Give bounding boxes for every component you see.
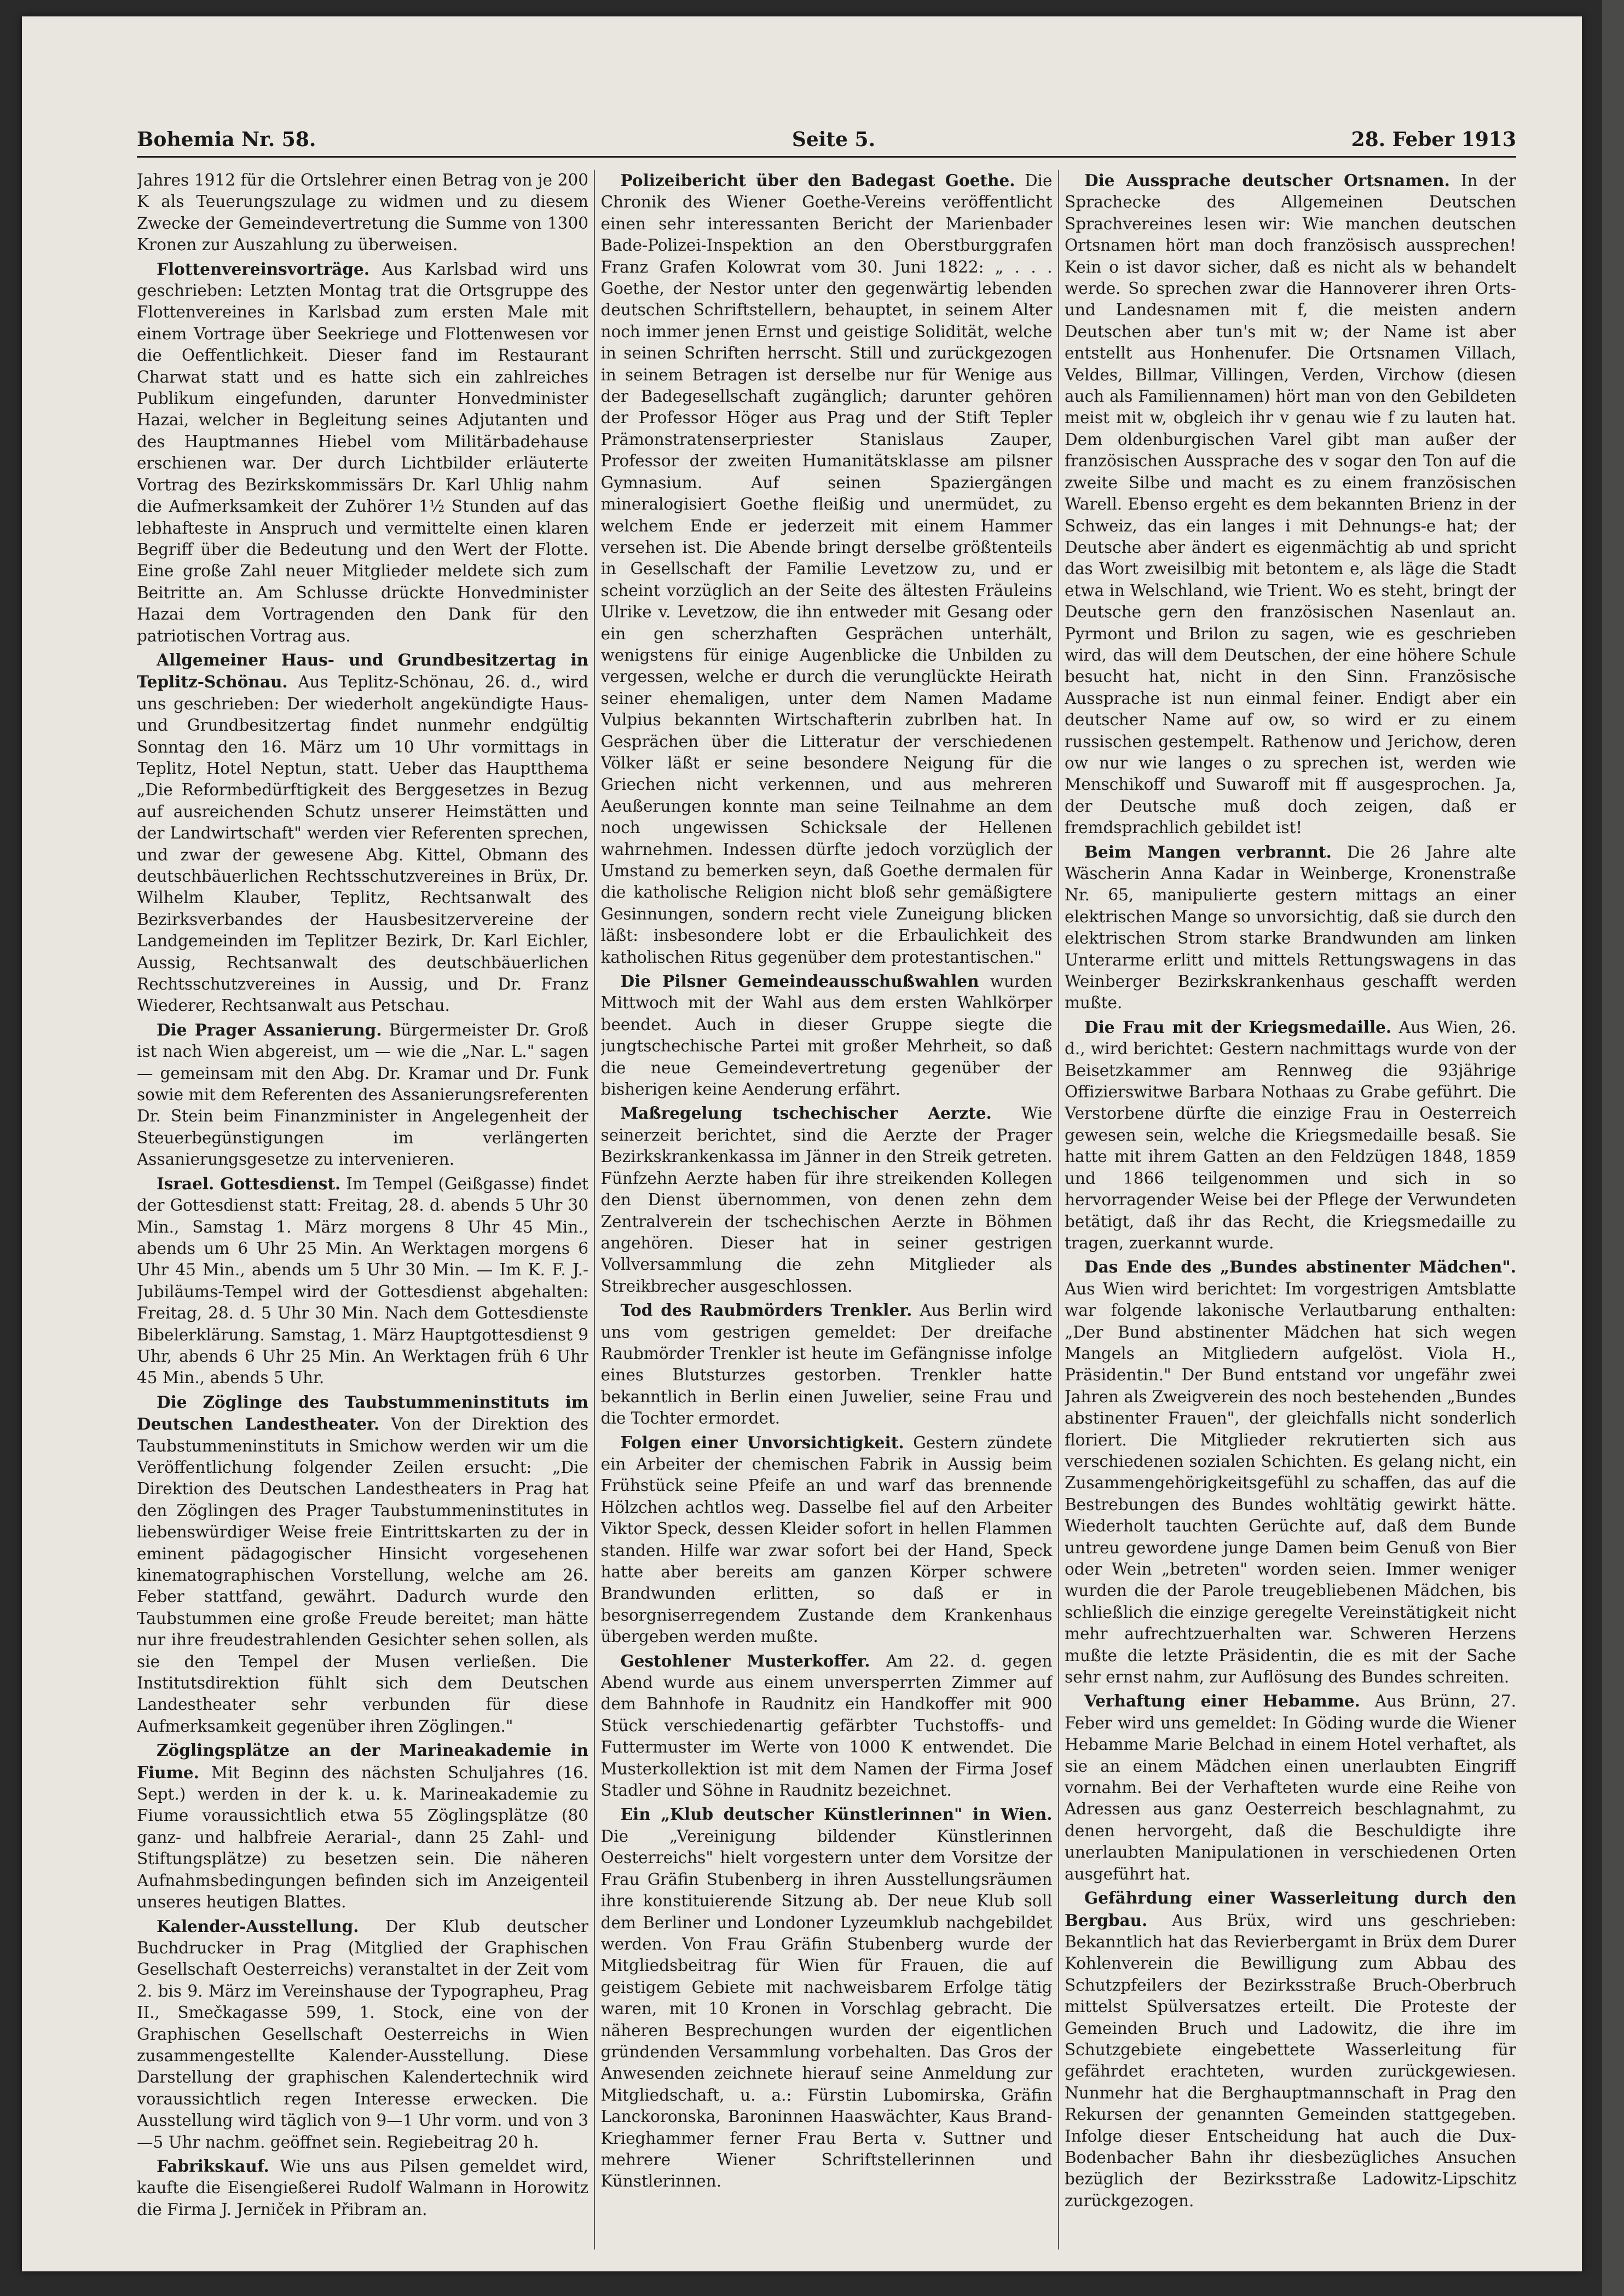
- article-body: Aus Karlsbad wird uns geschrieben: Letzten Montag trat die Ortsgruppe des Flottenvereines in Karlsbad zum ersten Male mit einem Vortrage über Seekriege und Flottenwesen vor die Oeffentlichkeit. Dieser fand im Restaurant Charwat statt und es hatte sich ein zahlreiches Publikum eingefunden, darunter Honvedminister Hazai, welcher in Begleitung seines Adjutanten und des Hauptmannes Hiebel vom Militärbadehause erschienen war. Der durch Lichtbilder erläuterte Vortrag des Bezirkskommissärs Dr. Karl Uhlig nahm die Aufmerksamkeit der Zuhörer 1½ Stunden auf das lebhafteste in Anspruch und vermittelte einen klaren Begriff über die Bedeutung und den Wert der Flotte. Eine große Zahl neuer Mitglieder meldete sich zum Beitritte an. Am Schlusse drückte Honvedminister Hazai dem Vortragenden den Dank für den patriotischen Vortrag aus.: [137, 259, 588, 645]
- article-body: Aus Brünn, 27. Feber wird uns gemeldet: In Göding wurde die Wiener Hebamme Marie Belchad in einem Hotel verhaftet, als sie an einem Mädchen einen unerlaubten Eingriff vornahm. Bei der Verhafteten wurde eine Reihe von Adressen aus ganz Oesterreich beschlagnahmt, zu denen hervorgeht, daß die Beschuldigte ihre unerlaubten Manipulationen in verschiedenen Orten ausgeführt hat.: [1065, 1692, 1516, 1883]
- article-paragraph: [601, 170, 1053, 968]
- article-paragraph: [137, 1019, 588, 1171]
- column-left: [137, 170, 588, 2249]
- article-body: Wie uns aus Pilsen gemeldet wird, kaufte die Eisengießerei Rudolf Walmann in Horowitz die Firma J. Jerniček in Přibram an.: [137, 2156, 588, 2219]
- article-body: Wie seinerzeit berichtet, sind die Aerzte der Prager Bezirkskrankenkassa im Jänner in den Streik getreten. Fünfzehn Aerzte haben für ihre streikenden Kollegen den Dienst übernommen, von denen zehn dem Zentralverein der tschechischen Aerzte in Böhmen angehören. Dieser hat in seiner gestrigen Vollversammlung die zehn Mitglieder als Streikbrecher ausgeschlossen.: [600, 1104, 1053, 1296]
- article-paragraph: [601, 1102, 1053, 1297]
- article-paragraph: [137, 1739, 588, 1913]
- article-paragraph: [137, 170, 588, 256]
- article-paragraph: [1065, 841, 1516, 1014]
- header-issue: Bohemia Nr. 58.: [137, 128, 316, 151]
- article-paragraph: [137, 1391, 588, 1738]
- column-divider: [594, 170, 595, 2249]
- article-heading: Die Frau mit der Kriegsmedaille.: [1084, 1017, 1392, 1037]
- article-paragraph: [601, 1299, 1053, 1429]
- article-heading: Die Pilsner Gemeindeausschußwahlen: [620, 971, 979, 991]
- article-heading: Das Ende des „Bundes abstinenter Mädchen".: [1084, 1257, 1516, 1277]
- article-paragraph: [601, 970, 1053, 1100]
- article-body: In der Sprachecke des Allgemeinen Deutschen Sprachvereines lesen wir: Wie manchen deutschen Ortsnamen hört man doch französisch aussprechen! Kein o ist davor sicher, daß es nicht als w behandelt werde. So sprechen zwar die Hannoverer ihren Orts- und Landesnamen mit f, die meisten andern Deutschen aber tun's mit w; der Name ist aber entstellt aus Honhenufer. Die Ortsnamen Villach, Veldes, Billmar, Villingen, Verden, Virchow (diesen auch als Familiennamen) hört man von den Gebildeten meist mit w, obgleich ihr v genau wie f zu lauten hat. Dem oldenburgischen Varel gibt man außer der französischen Aussprache des v sogar den Ton auf die zweite Silbe und macht es zu einem französischen Warell. Ebenso ergeht es dem bekannten Brienz in der Schweiz, das ein langes i mit Dehnungs-e hat; der Deutsche aber ändert es eigenmächtig ab und spricht das Wort zweisilbig mit betontem e, als läge die Stadt etwa in Welschland, wie Trient. Wo es steht, bringt der Deutsche gern den französischen Nasenlaut an. Pyrmont und Brilon zu sagen, wie es geschrieben wird, das will dem Deutschen, der eine höhere Schule besucht hat, nicht in den Sinn. Französische Aussprache ist nun einmal feiner. Endigt aber ein deutscher Name auf ow, so wird er zu einem russischen gestempelt. Rathenow und Jerichow, deren ow nur wie langes o zu sprechen ist, werden wie Menschikoff und Suwaroff mit ff ausgesprochen. Ja, der Deutsche muß doch zeigen, daß er fremdsprachlich gebildet ist!: [1065, 171, 1516, 837]
- article-heading: Polizeibericht über den Badegast Goethe.: [620, 171, 1015, 190]
- article-body: Gestern zündete ein Arbeiter der chemischen Fabrik in Aussig beim Frühstück seine Pfeife an und warf das brennende Hölzchen achtlos weg. Dasselbe fiel auf den Arbeiter Viktor Speck, dessen Kleider sofort in hellen Flammen standen. Hilfe war zwar sofort bei der Hand, Speck hatte aber bereits am ganzen Körper schwere Brandwunden erlitten, so daß er in besorgniserregendem Zustande dem Krankenhaus übergeben werden mußte.: [600, 1433, 1053, 1646]
- article-body: Aus Teplitz-Schönau, 26. d., wird uns geschrieben: Der wiederholt angekündigte Haus- und Grundbesitzertag findet nunmehr endgültig Sonntag den 16. März um 10 Uhr vormittags in Teplitz, Hotel Neptun, statt. Ueber das Hauptthema „Die Reformbedürftigkeit des Berggesetzes in Bezug auf ausreichenden Schutz unserer Heimstätten und der Landwirtschaft" werden vier Referenten sprechen, und zwar der gewesene Abg. Kittel, Obmann des deutschbäuerlichen Rechtsschutzvereines in Brüx, Dr. Wilhelm Klauber, Teplitz, Rechtsanwalt des Bezirksverbandes der Hausbesitzervereine der Landgemeinden im Teplitzer Bezirk, Dr. Karl Eichler, Aussig, Rechtsanwalt des deutschbäuerlichen Rechtsschutzvereines in Aussig, und Dr. Franz Wiederer, Rechtsanwalt aus Petschau.: [137, 673, 588, 1015]
- article-paragraph: [137, 258, 588, 647]
- column-middle: [601, 170, 1053, 2249]
- page-header: [137, 123, 1516, 158]
- article-body: Aus Wien, 26. d., wird berichtet: Gestern nachmittags wurde von der Beisetzkammer am Rennweg die 93jährige Offizierswitwe Barbara Nothaas zu Grabe geführt. Die Verstorbene dürfte die einzige Frau in Oesterreich gewesen sein, welche die Kriegsmedaille besaß. Sie hatte mit ihrem Gatten an den Feldzügen 1848, 1859 und 1866 teilgenommen und sich in so hervorragender Weise bei der Pflege der Verwundeten betätigt, daß ihr das Recht, die Kriegsmedaille zu tragen, zuerkannt wurde.: [1065, 1017, 1516, 1252]
- article-body: Der Klub deutscher Buchdrucker in Prag (Mitglied der Graphischen Gesellschaft Oesterreichs) veranstaltet in der Zeit vom 2. bis 9. März im Vereinshause der Typographeu, Prag II., Smečkagasse 599, 1. Stock, eine von der Graphischen Gesellschaft Oesterreichs in Wien zusammengestellte Kalender-Ausstellung. Diese Darstellung der graphischen Kalendertechnik wird voraussichtlich regen Interesse erwecken. Die Ausstellung wird täglich von 9—1 Uhr vorm. und von 3—5 Uhr nachm. geöffnet sein. Regiebeitrag 20 h.: [137, 1917, 588, 2152]
- article-columns: [137, 170, 1516, 2260]
- column-divider: [1058, 170, 1059, 2249]
- article-body: Aus Wien wird berichtet: Im vorgestrigen Amtsblatte war folgende lakonische Verlautbarung enthalten: „Der Bund abstinenter Mädchen hat sich wegen Mangels an Mitgliedern aufgelöst. Viola H., Präsidentin." Der Bund entstand vor ungefähr zwei Jahren als Zweigverein des noch bestehenden „Bundes abstinenter Frauen", der gleichfalls nicht sonderlich floriert. Die Mitglieder rekrutierten sich aus verschiedenen sozialen Schichten. Es gelang nicht, ein Zusammengehörigkeitsgefühl zu schaffen, das auf die Bestrebungen des Bundes wohltätig gewirkt hätte. Wiederholt tauchten Gerüchte auf, daß dem Bunde untreu gewordene junge Damen beim Genuß von Bier oder Wein „betreten" worden seien. Immer weniger wurden die der Parole treugebliebenen Mädchen, bis schließlich die einzige geregelte Vereinstätigkeit nicht mehr aufrechtzuerhalten war. Schweren Herzens mußte die letzte Präsidentin, die es mit der Sache sehr ernst nahm, zur Auflösung des Bundes schreiten.: [1065, 1279, 1516, 1687]
- article-heading: Beim Mangen verbrannt.: [1084, 842, 1332, 861]
- article-heading: Die Aussprache deutscher Ortsnamen.: [1084, 171, 1450, 190]
- article-heading: Tod des Raubmörders Trenkler.: [620, 1300, 912, 1320]
- article-paragraph: [1065, 1016, 1516, 1254]
- article-heading: Israel. Gottesdienst.: [157, 1173, 341, 1193]
- header-page-number: Seite 5.: [791, 128, 876, 151]
- article-paragraph: [137, 1916, 588, 2153]
- header-date: 28. Feber 1913: [1351, 128, 1516, 151]
- article-paragraph: [601, 1803, 1053, 2192]
- article-heading: Zöglingsplätze an der Marineakademie in Fiume.: [137, 1740, 588, 1782]
- article-heading: Allgemeiner Haus- und Grundbesitzertag in Teplitz-Schönau.: [137, 650, 588, 692]
- article-paragraph: [1065, 1887, 1516, 2212]
- article-body: Im Tempel (Geißgasse) findet der Gottesdienst statt: Freitag, 28. d. abends 5 Uhr 30 Min., Samstag 1. März morgens 8 Uhr 45 Min., abends um 6 Uhr 25 Min. An Werktagen morgens 6 Uhr 45 Min., abends um 5 Uhr 30 Min. — Im K. F. J.-Jubiläums-Tempel wird der Gottesdienst abgehalten: Freitag, 28. d. 5 Uhr 30 Min. Nach dem Gottesdienste Bibelerklärung. Samstag, 1. März Hauptgottesdienst 9 Uhr, abends 6 Uhr 25 Min. An Werktagen früh 6 Uhr 45 Min., abends 5 Uhr.: [137, 1174, 588, 1387]
- article-paragraph: [1065, 170, 1516, 839]
- article-body: Am 22. d. gegen Abend wurde aus einem unversperrten Zimmer auf dem Bahnhofe in Raudnitz ein Handkoffer mit 900 Stück verschiedenartig gefärbter Tuchstoffs- und Futtermuster im Werte von 1000 K entwendet. Die Musterkollektion ist mit dem Namen der Firma Josef Stadler und Söhne in Raudnitz bezeichnet.: [600, 1651, 1053, 1800]
- article-paragraph: [1065, 1690, 1516, 1885]
- article-heading: Verhaftung einer Hebamme.: [1084, 1691, 1360, 1711]
- article-heading: Folgen einer Unvorsichtigkeit.: [620, 1432, 904, 1452]
- article-heading: Kalender-Ausstellung.: [157, 1916, 359, 1936]
- scan-edge: [1602, 0, 1624, 2296]
- article-body: Aus Berlin wird uns vom gestrigen gemeldet: Der dreifache Raubmörder Trenkler ist heute im Gefängnisse infolge eines Blutsturzes gestorben. Trenkler hatte bekanntlich in Berlin einen Juwelier, seine Frau und die Tochter ermordet.: [600, 1301, 1053, 1428]
- article-body: Von der Direktion des Taubstummeninstituts in Smichow werden wir um die Veröffentlichung folgender Zeilen ersucht: „Die Direktion des Deutschen Landestheaters in Prag hat den Zöglingen des Prager Taubstummeninstitutes in liebenswürdiger Weise freie Eintrittskarten zu der in eminent pädagogischer Hinsicht vorgesehenen kinematographischen Vorstellung, welche am 26. Feber stattfand, gewährt. Dadurch wurde den Taubstummen eine große Freude bereitet; man hätte nur ihre freudestrahlenden Gesichter sehen sollen, als sie den Tempel der Musen verließen. Die Institutsdirektion fühlt sich dem Deutschen Landestheater sehr verbunden für diese Aufmerksamkeit gegenüber ihren Zöglingen.": [137, 1415, 588, 1736]
- article-heading: Die Zöglinge des Taubstummeninstituts im Deutschen Landestheater.: [137, 1392, 588, 1434]
- article-heading: Die Prager Assanierung.: [157, 1020, 382, 1039]
- article-heading: Ein „Klub deutscher Künstlerinnen" in Wien.: [620, 1805, 1053, 1824]
- article-body: Die „Vereinigung bildender Künstlerinnen Oesterreichs" hielt vorgestern unter dem Vorsitze der Frau Gräfin Stubenberg in ihren Ausstellungsräumen ihre konstituierende Sitzung ab. Der neue Klub soll dem Berliner und Londoner Lyzeumklub nachgebildet werden. Von Frau Gräfin Stubenberg wurde der Mitgliedsbeitrag für Wien für Frauen, die auf geistigem Gebiete mit nachweisbarem Erfolge tätig waren, mit 10 Kronen in Vorschlag gebracht. Die näheren Besprechungen wurden der eigentlichen gründenden Versammlung vorbehalten. Das Gros der Anwesenden zeichnete hierauf seine Anmeldung zur Mitgliedschaft, u. a.: Fürstin Lubomirska, Gräfin Lanckoronska, Baroninnen Haaswächter, Kaus Brand-Krieghammer ferner Frau Berta v. Suttner und mehrere Wiener Schriftstellerinnen und Künstlerinnen.: [600, 1826, 1053, 2191]
- article-paragraph: [1065, 1256, 1516, 1688]
- article-paragraph: [601, 1432, 1053, 1648]
- article-paragraph: [137, 1173, 588, 1389]
- article-heading: Maßregelung tschechischer Aerzte.: [620, 1103, 992, 1123]
- column-right: [1065, 170, 1516, 2249]
- article-body: Die 26 Jahre alte Wäscherin Anna Kadar in Weinberge, Kronenstraße Nr. 65, manipulierte gestern mittags an einer elektrischen Mange so unvorsichtig, daß sie durch den elektrischen Strom starke Brandwunden am linken Unterarme erlitt und mittels Rettungswagens in das Weinberger Bezirkskrankenhaus geschafft werden mußte.: [1065, 842, 1516, 1013]
- article-body: Jahres 1912 für die Ortslehrer einen Betrag von je 200 K als Teuerungszulage zu widmen und zu diesem Zwecke der Gemeindevertretung die Summe von 1300 Kronen zur Auszahlung zu überweisen.: [137, 171, 588, 255]
- article-paragraph: [137, 2155, 588, 2220]
- article-heading: Gestohlener Musterkoffer.: [620, 1651, 870, 1670]
- article-heading: Flottenvereinsvorträge.: [157, 259, 370, 279]
- article-body: Die Chronik des Wiener Goethe-Vereins veröffentlicht einen sehr interessanten Bericht der Marienbader Bade-Polizei-Inspektion an den Oberstburggrafen Franz Grafen Kolowrat vom 30. Juni 1822: „ . . . Goethe, der Nestor unter den gegenwärtig lebenden deutschen Schriftstellern, behauptet, in seinem Alter noch immer jenen Ernst und geistige Solidität, welche in seinen Schriften herrscht. Still und zurückgezogen in seinem Betragen ist derselbe nur für Wenige aus der Badegesellschaft zugänglich; darunter gehören der Professor Höger aus Prag und der Stift Tepler Prämonstratenserpriester Stanislaus Zauper, Professor der zweiten Humanitätsklasse am pilsner Gymnasium. Auf seinen Spaziergängen mineralogisiert Goethe fleißig und unermüdet, zu welchem Ende er jederzeit mit einem Hammer versehen ist. Die Abende bringt derselbe größtenteils in Gesellschaft der Familie Levetzow zu, und er scheint vorzüglich an der Seite des ältesten Fräuleins Ulrike v. Levetzow, die ihn entweder mit Gesang oder ein gen scherzhaften Gesprächen unterhält, wenigstens für einige Augenblicke die Unbilden zu vergessen, welche er durch die verunglückte Heirath seiner ehemaligen, unter dem Namen Madame Vulpius bekannten Wirtschafterin zubrlben hat. In Gesprächen über die Litteratur der verschiedenen Völker läßt er seine besondere Neigung für die Griechen nicht verkennen, und aus mehreren Aeußerungen konnte man seine Teilnahme an dem noch ungewissen Schicksale der Hellenen wahrnehmen. Indessen dürfte jedoch vorzüglich der Umstand zu bemerken seyn, daß Goethe dermalen für die katholische Religion nicht bloß sehr gemäßigtere Gesinnungen, sondern recht viele Zuneigung blicken läßt: insbesondere lobt er die Erbaulichkeit des katholischen Ritus gegenüber dem protestantischen.": [600, 171, 1053, 967]
- article-body: Aus Brüx, wird uns geschrieben: Bekanntlich hat das Revierbergamt in Brüx dem Durer Kohlenverein die Bewilligung zum Abbau des Schutzpfeilers der Bezirksstraße Bruch-Oberbruch mittelst Spülversatzes erteilt. Die Proteste der Gemeinden Bruch und Ladowitz, die ihre im Schutzgebiete eingebettete Wasserleitung für gefährdet erachteten, wurden zurückgewiesen. Nunmehr hat die Berghauptmannschaft in Prag den Rekursen der genannten Gemeinden stattgegeben. Infolge dieser Entscheidung hat auch die Dux-Bodenbacher Bahn ihr diesbezügliches Ansuchen bezüglich der Bezirksstraße Ladowitz-Lipschitz zurückgezogen.: [1065, 1911, 1516, 2210]
- article-body: Bürgermeister Dr. Groß ist nach Wien abgereist, um — wie die „Nar. L." sagen — gemeinsam mit den Abg. Dr. Kramar und Dr. Funk sowie mit dem Referenten des Assanierungsreferenten Dr. Stein beim Finanzminister in Angelegenheit der Steuerbegünstigungen im verlängerten Assanierungsgesetze zu intervenieren.: [137, 1020, 588, 1169]
- article-body: Mit Beginn des nächsten Schuljahres (16. Sept.) werden in der k. u. k. Marineakademie zu Fiume voraussichtlich etwa 55 Zöglingsplätze (80 ganz- und halbfreie Aerarial-, dann 25 Zahl- und Stiftungsplätze) zu besetzen sein. Die näheren Aufnahmsbedingungen befinden sich im Anzeigenteil unseres heutigen Blattes.: [137, 1763, 588, 1912]
- article-body: wurden Mittwoch mit der Wahl aus dem ersten Wahlkörper beendet. Auch in dieser Gruppe siegte die jungtschechische Partei mit großer Mehrheit, so daß die neue Gemeindevertretung gegenüber der bisherigen keine Aenderung erfährt.: [600, 972, 1053, 1099]
- article-paragraph: [601, 1650, 1053, 1802]
- article-paragraph: [137, 649, 588, 1017]
- newspaper-page: [22, 16, 1582, 2271]
- article-heading: Gefährdung einer Wasserleitung durch den Bergbau.: [1065, 1888, 1516, 1930]
- article-heading: Fabrikskauf.: [157, 2156, 269, 2176]
